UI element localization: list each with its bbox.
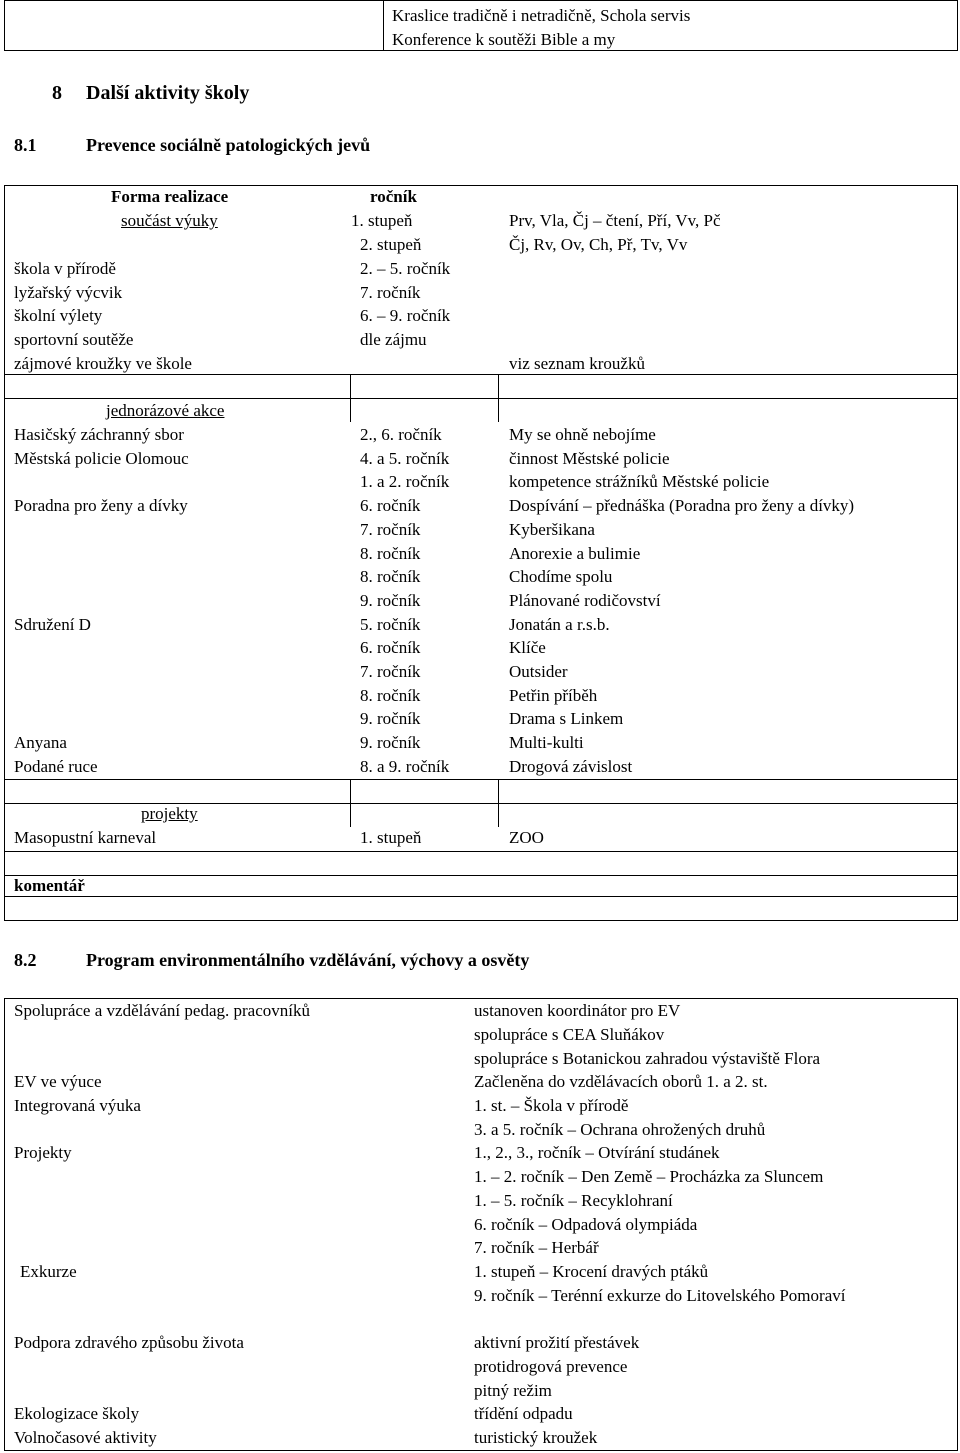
- form-name: lyžařský výcvik: [14, 283, 123, 302]
- env-right: 1. – 5. ročník – Recyklohraní: [474, 1191, 673, 1210]
- project-grade: 1. stupeň: [360, 828, 422, 847]
- env-left: Volnočasové aktivity: [14, 1428, 157, 1447]
- action-grade: 2., 6. ročník: [360, 425, 442, 444]
- env-right: pitný režim: [474, 1381, 552, 1400]
- env-right: aktivní prožití přestávek: [474, 1333, 640, 1352]
- action-grade: 8. ročník: [360, 686, 421, 705]
- form-name: zájmové kroužky ve škole: [14, 354, 192, 373]
- top-row-2: Konference k soutěži Bible a my: [392, 30, 616, 49]
- env-right: 3. a 5. ročník – Ochrana ohrožených druhů: [474, 1120, 766, 1139]
- action-grade: 6. ročník: [360, 638, 421, 657]
- stupen-1: 1. stupeň: [351, 211, 413, 230]
- env-right: 1., 2., 3., ročník – Otvírání studánek: [474, 1143, 720, 1162]
- action-grade: 8. a 9. ročník: [360, 757, 450, 776]
- action-name: Dospívání – přednáška (Poradna pro ženy a dívky): [509, 496, 855, 515]
- action-grade: 6. ročník: [360, 496, 421, 515]
- action-grade: 7. ročník: [360, 520, 421, 539]
- action-grade: 9. ročník: [360, 591, 421, 610]
- env-right: turistický kroužek: [474, 1428, 598, 1447]
- komentar-label: komentář: [14, 876, 85, 895]
- top-row-1: Kraslice tradičně i netradičně, Schola servis: [392, 6, 691, 25]
- action-grade: 1. a 2. ročník: [360, 472, 450, 491]
- action-org: Poradna pro ženy a dívky: [14, 496, 188, 515]
- action-grade: 8. ročník: [360, 544, 421, 563]
- soucast-vyuky-label: součást výuky: [121, 211, 218, 230]
- env-left: Projekty: [14, 1143, 72, 1162]
- action-name: Petřin příběh: [509, 686, 598, 705]
- form-grade: 2. – 5. ročník: [360, 259, 451, 278]
- env-right: 9. ročník – Terénní exkurze do Litovelského Pomoraví: [474, 1286, 846, 1305]
- form-grade: 6. – 9. ročník: [360, 306, 451, 325]
- env-right: 1. st. – Škola v přírodě: [474, 1096, 629, 1115]
- env-right: 7. ročník – Herbář: [474, 1238, 599, 1257]
- form-grade: 7. ročník: [360, 283, 421, 302]
- action-org: Sdružení D: [14, 615, 91, 634]
- action-name: Drogová závislost: [509, 757, 633, 776]
- env-right: Začleněna do vzdělávacích oborů 1. a 2. st.: [474, 1072, 768, 1091]
- jednorazove-akce-label: jednorázové akce: [106, 401, 225, 420]
- action-name: Multi-kulti: [509, 733, 584, 752]
- action-name: Plánované rodičovství: [509, 591, 661, 610]
- action-org: Městská policie Olomouc: [14, 449, 189, 468]
- section-8-2-title: Program environmentálního vzdělávání, výchovy a osvěty: [86, 950, 530, 970]
- action-grade: 5. ročník: [360, 615, 421, 634]
- stupen-2: 2. stupeň: [360, 235, 422, 254]
- action-grade: 4. a 5. ročník: [360, 449, 450, 468]
- env-right: spolupráce s CEA Sluňákov: [474, 1025, 665, 1044]
- project-what: ZOO: [509, 828, 544, 847]
- env-left: Podpora zdravého způsobu života: [14, 1333, 244, 1352]
- action-name: Chodíme spolu: [509, 567, 613, 586]
- action-name: Jonatán a r.s.b.: [509, 615, 610, 634]
- stupen-1-subjects: Prv, Vla, Čj – čtení, Pří, Vv, Pč: [509, 211, 721, 230]
- action-name: My se ohně nebojíme: [509, 425, 656, 444]
- section-8-title: Další aktivity školy: [86, 82, 250, 104]
- action-org: Hasičský záchranný sbor: [14, 425, 184, 444]
- header-rocnik: ročník: [370, 187, 417, 206]
- env-right: ustanoven koordinátor pro EV: [474, 1001, 681, 1020]
- env-right: spolupráce s Botanickou zahradou výstaviště Flora: [474, 1049, 821, 1068]
- env-left: Spolupráce a vzdělávání pedag. pracovníků: [14, 1001, 310, 1020]
- action-name: Klíče: [509, 638, 546, 657]
- form-note: viz seznam kroužků: [509, 354, 645, 373]
- section-8-1-number: 8.1: [14, 135, 37, 155]
- section-8-2-number: 8.2: [14, 950, 37, 970]
- env-right: 6. ročník – Odpadová olympiáda: [474, 1215, 698, 1234]
- env-left: Exkurze: [20, 1262, 77, 1281]
- action-org: Podané ruce: [14, 757, 98, 776]
- action-grade: 8. ročník: [360, 567, 421, 586]
- section-8-number: 8: [52, 82, 62, 104]
- stupen-2-subjects: Čj, Rv, Ov, Ch, Př, Tv, Vv: [509, 235, 688, 254]
- action-name: kompetence strážníků Městské policie: [509, 472, 770, 491]
- action-org: Anyana: [14, 733, 67, 752]
- env-right: 1. stupeň – Krocení dravých ptáků: [474, 1262, 709, 1281]
- action-grade: 7. ročník: [360, 662, 421, 681]
- section-8-1-title: Prevence sociálně patologických jevů: [86, 135, 371, 155]
- form-name: škola v přírodě: [14, 259, 116, 278]
- form-name: sportovní soutěže: [14, 330, 134, 349]
- action-grade: 9. ročník: [360, 733, 421, 752]
- form-name: školní výlety: [14, 306, 103, 325]
- env-right: protidrogová prevence: [474, 1357, 628, 1376]
- action-name: Drama s Linkem: [509, 709, 624, 728]
- projekty-label: projekty: [141, 804, 198, 823]
- action-name: Anorexie a bulimie: [509, 544, 641, 563]
- header-forma-realizace: Forma realizace: [111, 187, 229, 206]
- project-name: Masopustní karneval: [14, 828, 157, 847]
- env-right: třídění odpadu: [474, 1404, 573, 1423]
- env-left: Ekologizace školy: [14, 1404, 140, 1423]
- env-left: Integrovaná výuka: [14, 1096, 141, 1115]
- action-name: činnost Městské policie: [509, 449, 670, 468]
- form-grade: dle zájmu: [360, 330, 427, 349]
- action-grade: 9. ročník: [360, 709, 421, 728]
- action-name: Kyberšikana: [509, 520, 595, 539]
- env-left: EV ve výuce: [14, 1072, 102, 1091]
- action-name: Outsider: [509, 662, 568, 681]
- env-right: 1. – 2. ročník – Den Země – Procházka za Sluncem: [474, 1167, 824, 1186]
